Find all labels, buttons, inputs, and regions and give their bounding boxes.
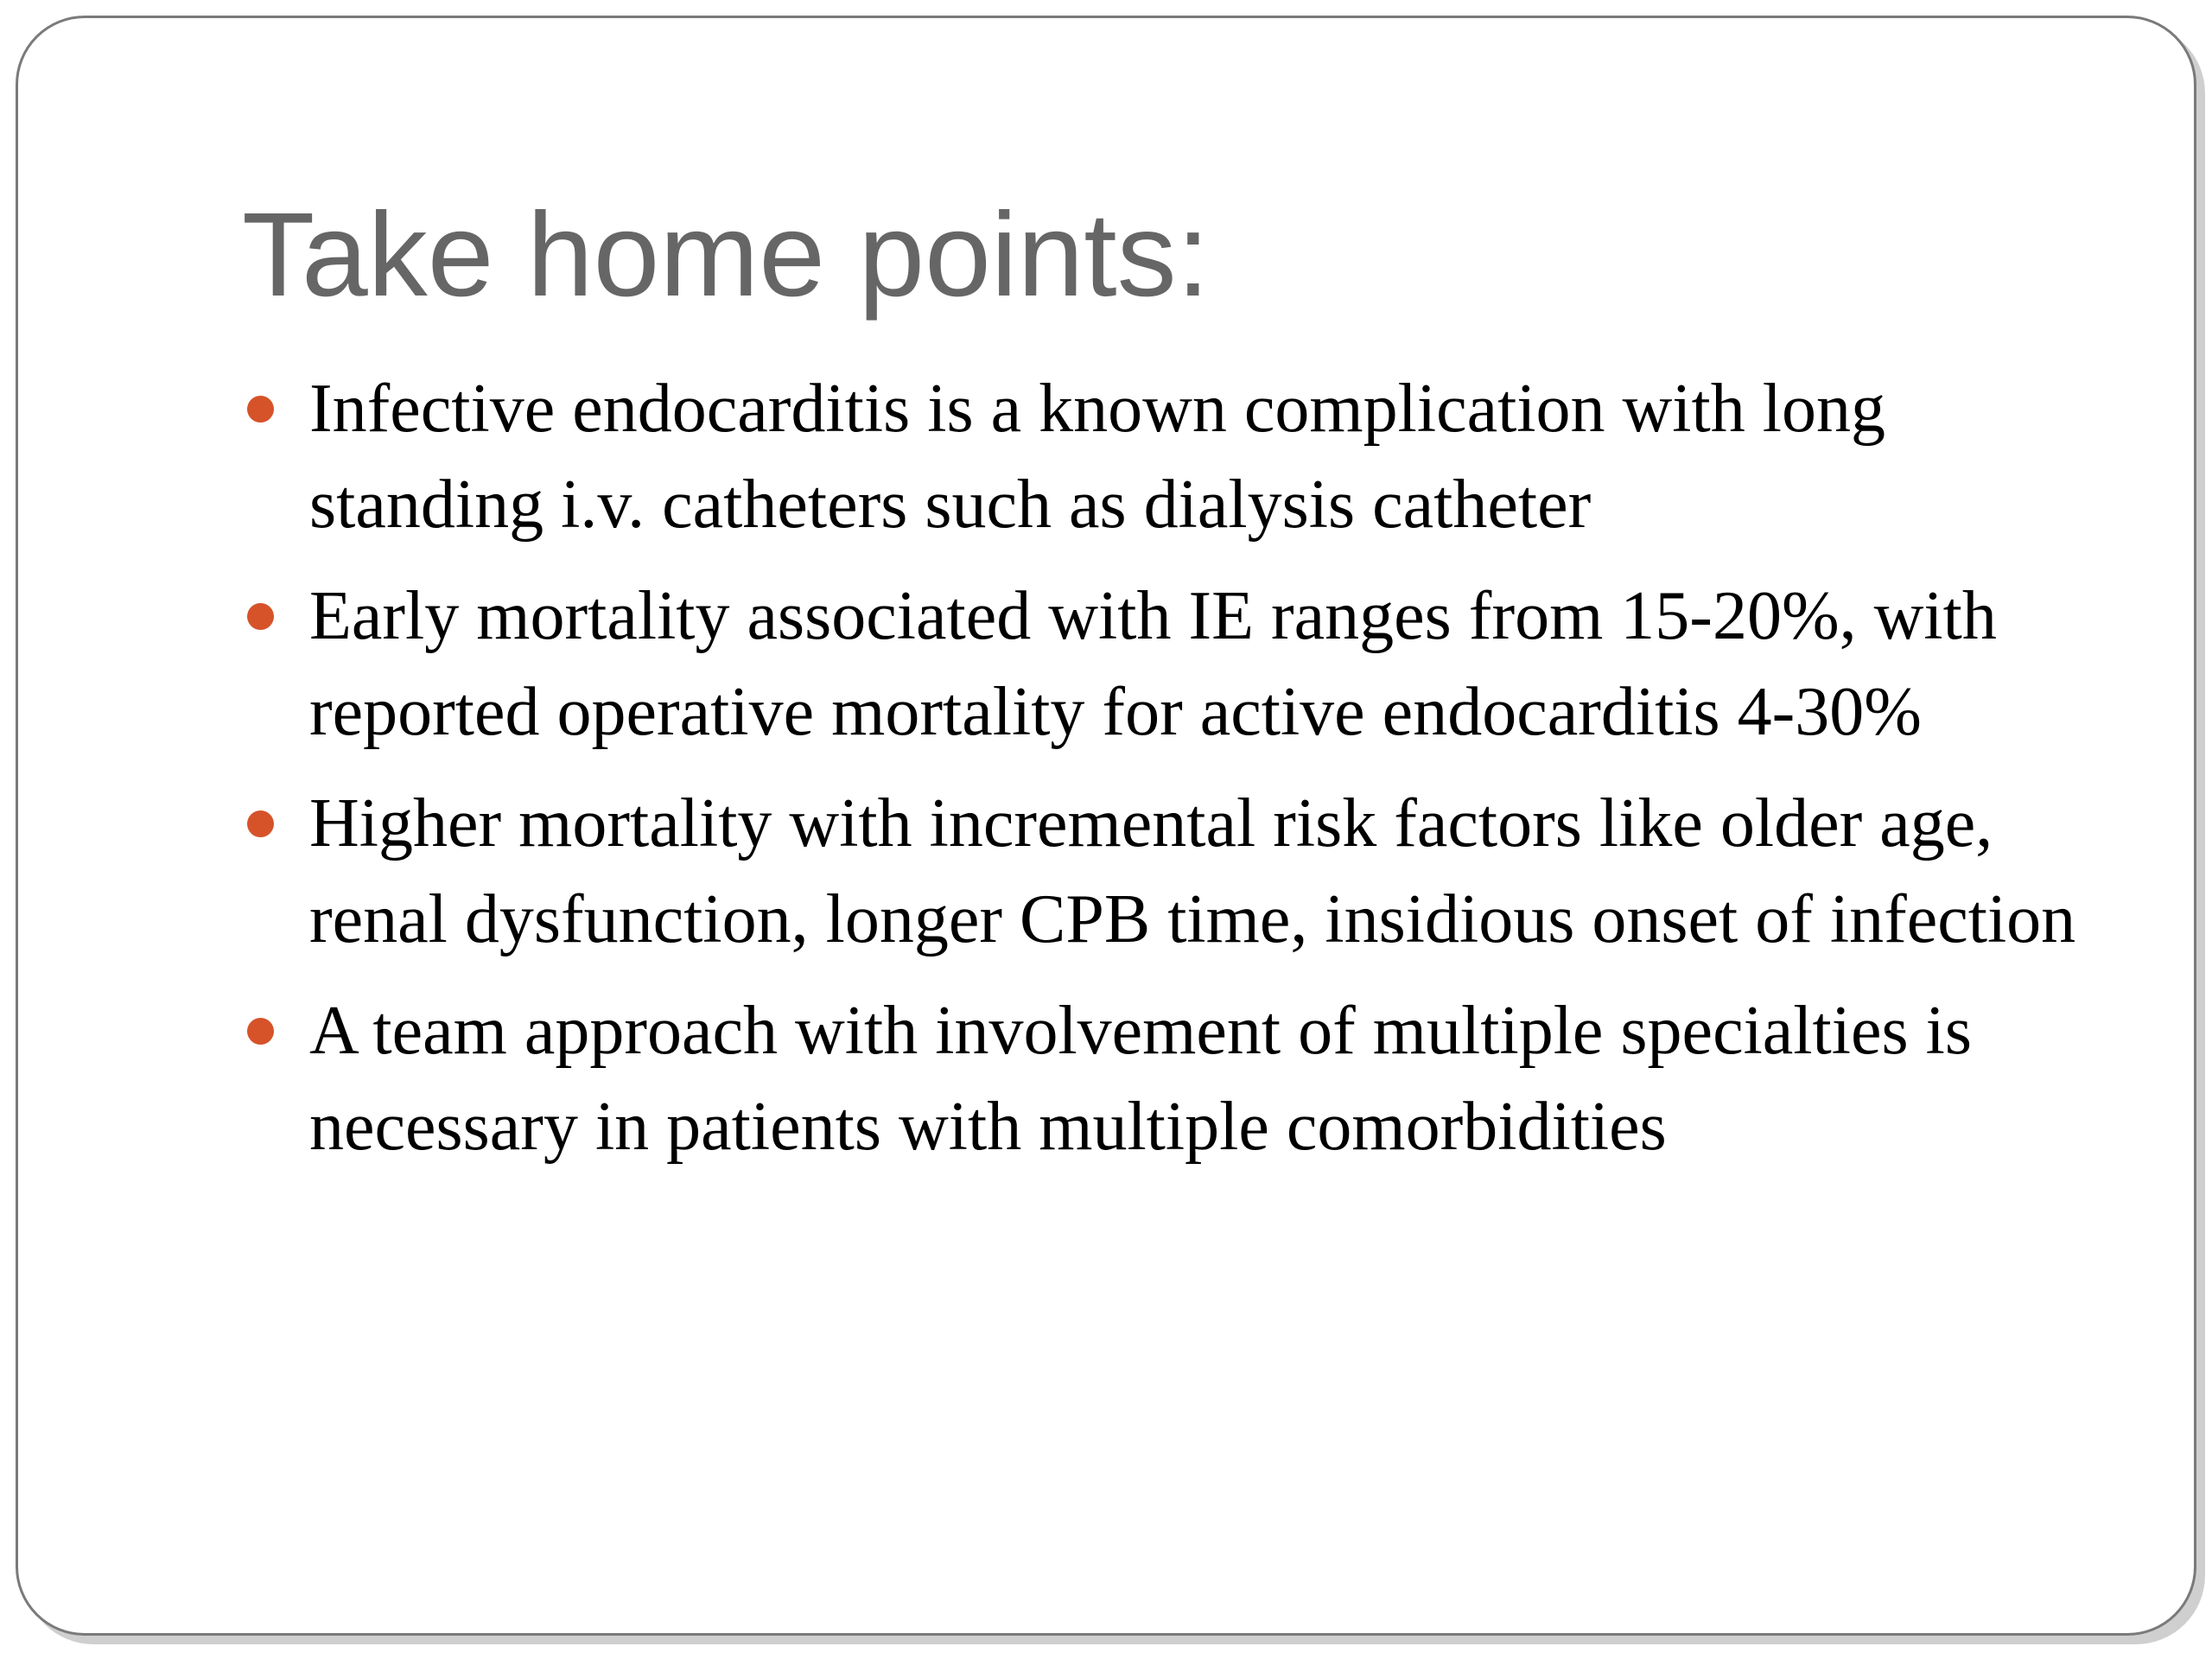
- bullet-item: [242, 776, 2108, 968]
- bullet-item: [242, 569, 2108, 760]
- bullet-list: [242, 361, 2108, 1191]
- bullet-text: Infective endocarditis is a known complication with long standing i.v. catheters such as dialysis catheter: [309, 371, 1885, 543]
- bullet-item: [242, 983, 2108, 1175]
- bullet-text: Early mortality associated with IE ranges from 15-20%, with reported operative mortality for active endocarditis 4-30%: [309, 578, 1997, 750]
- bullet-text: A team approach with involvement of multiple specialties is necessary in patients with multiple comorbidities: [309, 993, 1972, 1165]
- bullet-item: [242, 361, 2108, 553]
- bullet-dot-icon: [247, 1018, 274, 1045]
- slide-title: Take home points:: [242, 188, 1210, 321]
- bullet-dot-icon: [247, 396, 274, 423]
- bullet-text: Higher mortality with incremental risk factors like older age, renal dysfunction, longer CPB time, insidious onset of infection: [309, 785, 2076, 957]
- bullet-dot-icon: [247, 810, 274, 837]
- bullet-dot-icon: [247, 603, 274, 630]
